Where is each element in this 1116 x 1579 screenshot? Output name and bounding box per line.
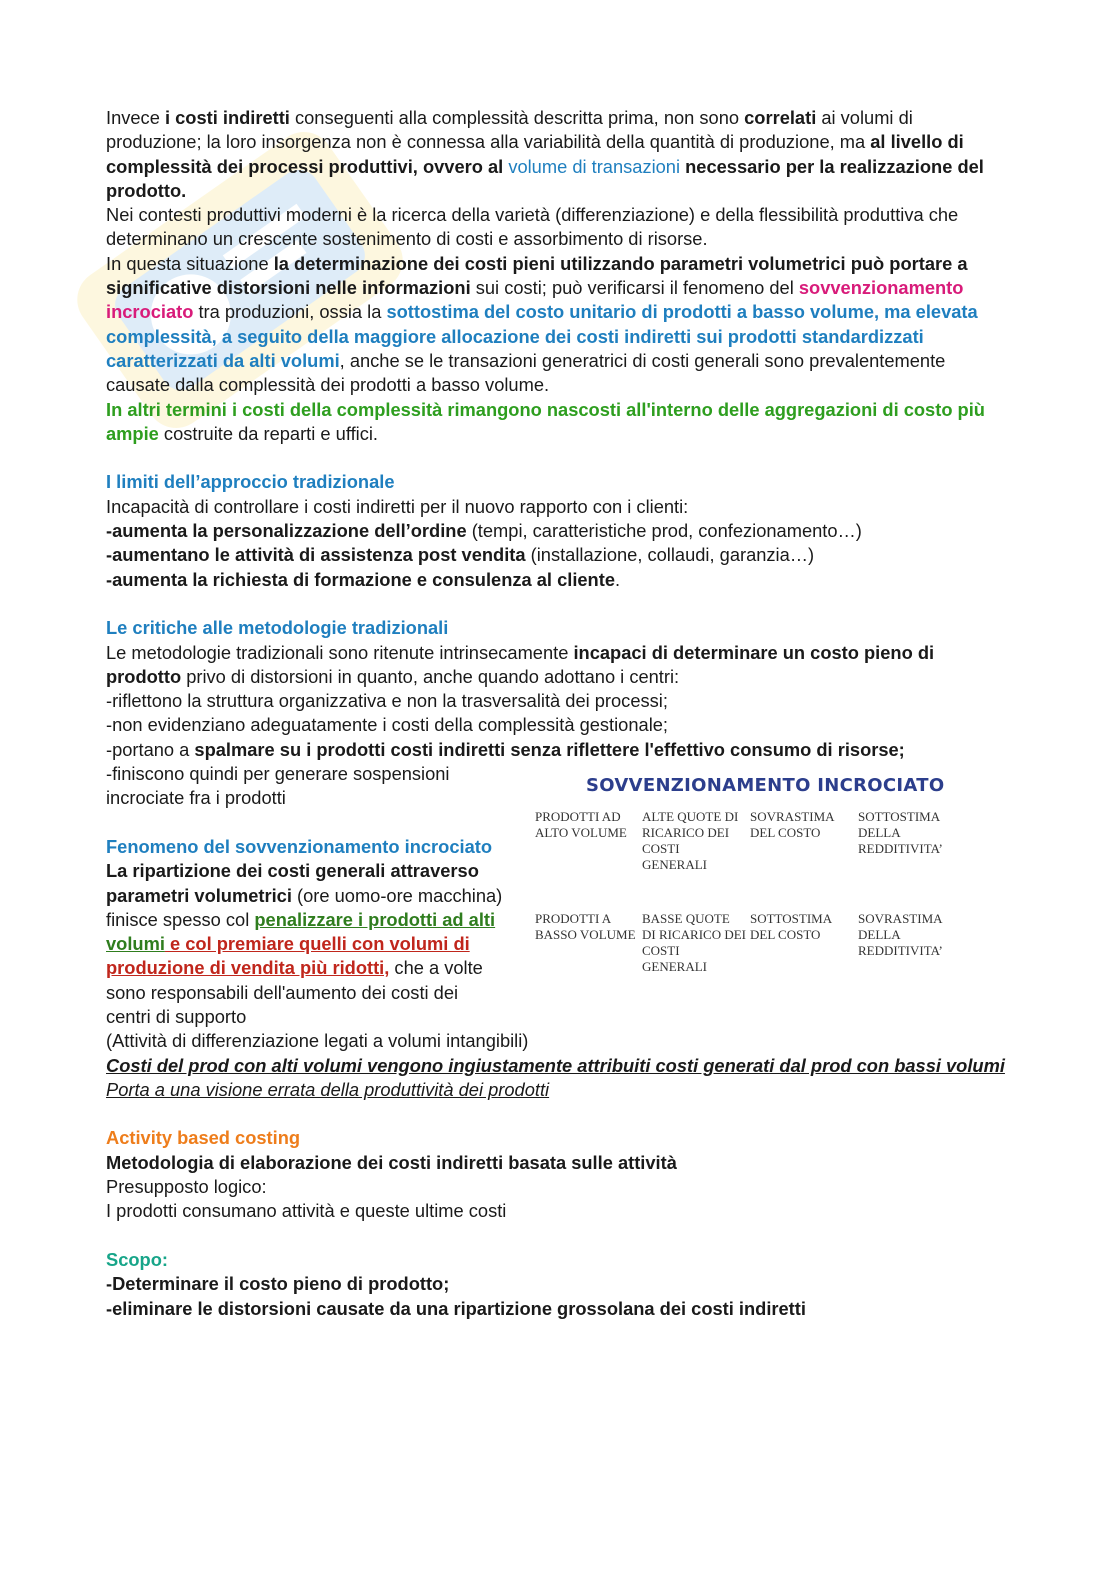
paragraph-situazione: In questa situazione la determinazione dei costi pieni utilizzando parametri volumetrici può portare a significative distorsioni nelle informazioni sui costi; può verificarsi il fenomeno del sovvenzionamento incrociato tra produzioni, ossia la sottostima del costo unitario di prodotti a basso volume, ma elevata complessità, a seguito della maggiore allocazione dei costi indiretti sui prodotti standardizzati caratterizzati da alti volumi, anche se le transazioni generatrici di costi generali sono prevalentemente causate dalla complessità dei prodotti a basso volume. — [106, 252, 978, 396]
abc-presupposto-text: I prodotti consumano attività e queste ultime costi — [106, 1200, 507, 1222]
costi-alti-volumi: Costi del prod con alti volumi vengono ingiustamente attribuiti costi generati dal prod con bassi volumi — [106, 1054, 1005, 1076]
critiche-item: -finiscono quindi per generare sospensioni — [106, 763, 450, 785]
critiche-item: -portano a spalmare su i prodotti costi indiretti senza riflettere l'effettivo consumo di risorse; — [106, 738, 905, 760]
scopo-item: -eliminare le distorsioni causate da una ripartizione grossolana dei costi indiretti — [106, 1297, 806, 1319]
figure-cell: ALTE QUOTE DI RICARICO DEI COSTI GENERALI — [642, 809, 739, 873]
limiti-item: -aumentano le attività di assistenza post vendita (installazione, collaudi, garanzia…) — [106, 544, 815, 566]
critiche-item-cont: incrociate fra i prodotti — [106, 787, 286, 809]
scopo-item: -Determinare il costo pieno di prodotto; — [106, 1273, 450, 1295]
paragraph-contesti: Nei contesti produttivi moderni è la ricerca della varietà (differenziazione) e della flessibilità produttiva che determinano un crescente sostenimento di costi e assorbimento di risorse. — [106, 204, 959, 250]
visione-errata: Porta a una visione errata della produttività dei prodotti — [106, 1078, 550, 1100]
limiti-intro: Incapacità di controllare i costi indiretti per il nuovo rapporto con i clienti: — [106, 495, 689, 517]
split-left-column — [106, 762, 506, 1029]
paragraph-altri-termini: In altri termini i costi della complessità rimangono nascosti all'interno delle aggregazioni di costo più ampie costruite da reparti e uffici. — [106, 398, 985, 444]
paragraph-ripartizione: La ripartizione dei costi generali attraverso parametri volumetrici (ore uomo-ore macchina) finisce spesso col penalizzare i prodotti ad alti volumi e col premiare quelli con volumi di produzione di vendita più ridotti, che a volte sono responsabili dell'aumento dei costi dei centri di supporto — [106, 860, 503, 1027]
abc-definition: Metodologia di elaborazione dei costi indiretti basata sulle attività — [106, 1151, 677, 1173]
critiche-item: -riflettono la struttura organizzativa e non la trasversalità dei processi; — [106, 690, 668, 712]
figure-cell: SOVRASTIMA DEL COSTO — [750, 809, 834, 841]
figure-title: SOVVENZIONAMENTO INCROCIATO — [586, 775, 945, 797]
limiti-item: -aumenta la personalizzazione dell’ordine (tempi, caratteristiche prod, confezionamento…) — [106, 520, 862, 542]
limiti-item: -aumenta la richiesta di formazione e consulenza al cliente. — [106, 568, 621, 590]
figure-cell: SOTTOSTIMA DELLA REDDITIVITA’ — [858, 809, 943, 857]
heading-limiti: I limiti dell’approccio tradizionale — [106, 471, 395, 493]
heading-activity-based-costing: Activity based costing — [106, 1127, 301, 1149]
split-section — [106, 762, 1006, 1029]
heading-critiche: Le critiche alle metodologie tradizionali — [106, 617, 449, 639]
heading-scopo: Scopo: — [106, 1248, 168, 1270]
figure-cell: PRODOTTI AD ALTO VOLUME — [535, 809, 627, 841]
critiche-item: -non evidenziano adeguatamente i costi della complessità gestionale; — [106, 714, 668, 736]
abc-presupposto: Presupposto logico: — [106, 1176, 267, 1198]
figure-cell: SOVRASTIMA DELLA REDDITIVITA’ — [858, 911, 943, 959]
attivita-differenziazione: (Attività di differenziazione legati a volumi intangibili) — [106, 1030, 529, 1052]
heading-fenomeno: Fenomeno del sovvenzionamento incrociato — [106, 835, 493, 857]
sovvenzionamento-figure — [531, 774, 971, 974]
figure-cell: SOTTOSTIMA DEL COSTO — [750, 911, 832, 943]
document-body — [106, 106, 1006, 1321]
critiche-intro: Le metodologie tradizionali sono ritenute intrinsecamente incapaci di determinare un costo pieno di prodotto privo di distorsioni in quanto, anche quando adottano i centri: — [106, 641, 935, 687]
paragraph-costi-indiretti: Invece i costi indiretti conseguenti alla complessità descritta prima, non sono correlati ai volumi di produzione; la loro insorgenza non è connessa alla variabilità della quantità di produzione, ma al livello di complessità dei processi produttivi, ovvero al volume di transazioni necessario per la realizzazione del prodotto. — [106, 107, 984, 201]
figure-cell: PRODOTTI A BASSO VOLUME — [535, 911, 636, 943]
figure-cell: BASSE QUOTE DI RICARICO DEI COSTI GENERALI — [642, 911, 746, 975]
